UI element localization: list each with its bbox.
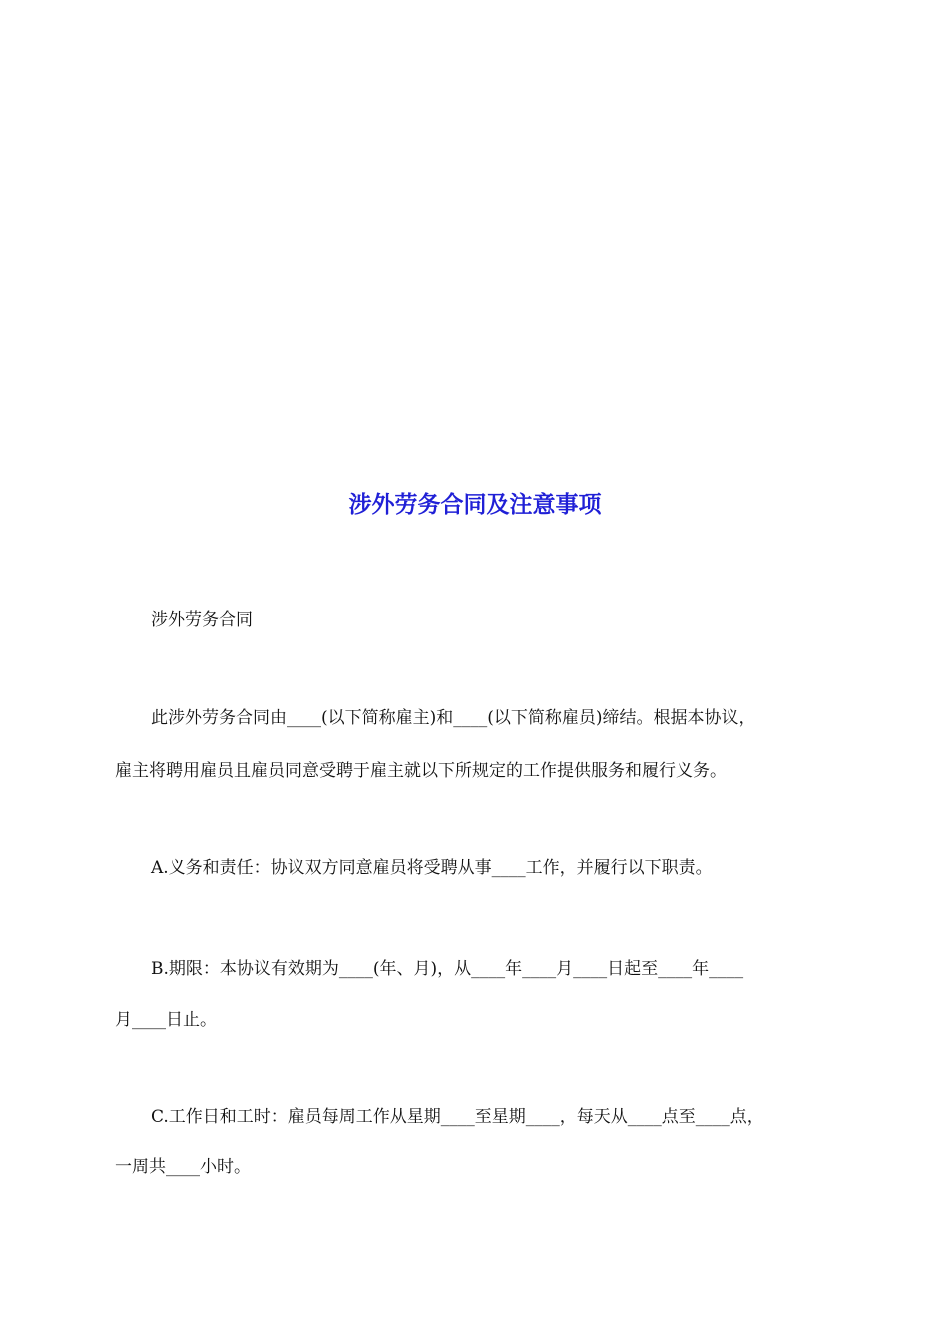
clause-b-line-1: B.期限：本协议有效期为____(年、月)，从____年____月____日起至____年____ <box>151 959 744 979</box>
clause-a-line-1: A.义务和责任：协议双方同意雇员将受聘从事____工作，并履行以下职责。 <box>151 858 713 878</box>
section-heading: 涉外劳务合同 <box>151 610 253 630</box>
clause-b-line-2: 月____日止。 <box>115 1010 217 1030</box>
document-title: 涉外劳务合同及注意事项 <box>348 492 602 518</box>
intro-line-1: 此涉外劳务合同由____(以下简称雇主)和____(以下简称雇员)缔结。根据本协议， <box>151 708 756 728</box>
clause-c-line-1: C.工作日和工时：雇员每周工作从星期____至星期____，每天从____点至____点， <box>151 1107 764 1127</box>
clause-c-line-2: 一周共____小时。 <box>115 1157 251 1177</box>
intro-line-2: 雇主将聘用雇员且雇员同意受聘于雇主就以下所规定的工作提供服务和履行义务。 <box>115 761 727 781</box>
